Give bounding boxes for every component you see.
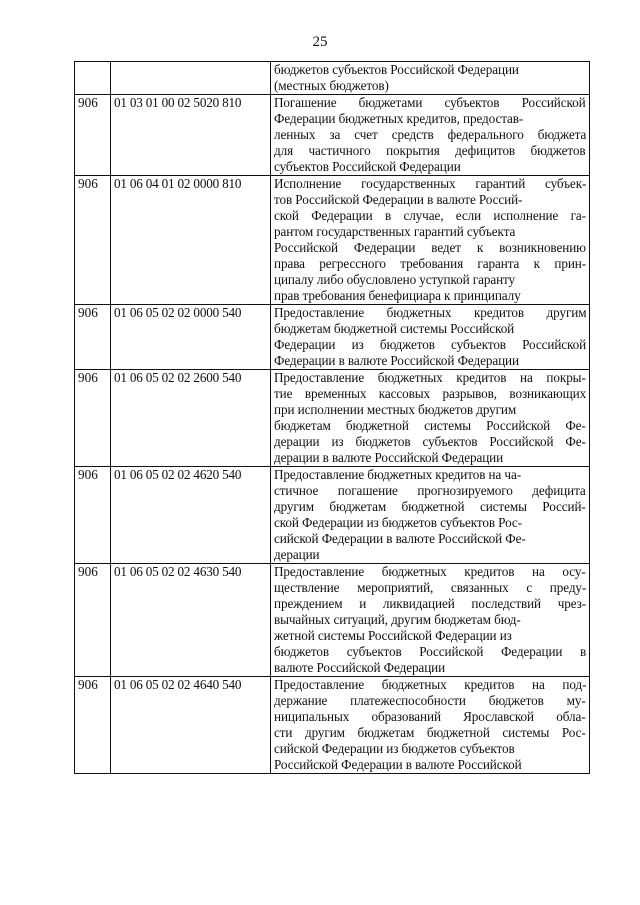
table-row xyxy=(75,564,590,677)
admin-code-cell: 906 xyxy=(75,305,111,370)
admin-code-cell: 906 xyxy=(75,95,111,176)
description-line: Федерации из бюджетов субъектов Российской xyxy=(274,337,586,352)
classification-code-cell: 01 06 05 02 02 4630 540 xyxy=(111,564,271,677)
admin-code-cell: 906 xyxy=(75,176,111,305)
description-line: при исполнении местных бюджетов другим xyxy=(274,402,517,417)
classification-code-cell xyxy=(111,62,271,95)
description-line: ской Федерации в случае, если исполнение га- xyxy=(274,208,586,223)
description-cell xyxy=(271,305,590,370)
description-cell xyxy=(271,564,590,677)
description-cell xyxy=(271,176,590,305)
admin-code-cell xyxy=(75,62,111,95)
description-cell xyxy=(271,677,590,774)
description-line: другим бюджетам бюджетной системы Россий- xyxy=(274,499,586,514)
table-row xyxy=(75,305,590,370)
description-line: ципалу либо обусловлено уступкой гаранту xyxy=(274,272,516,287)
table-row xyxy=(75,677,590,774)
table-row xyxy=(75,176,590,305)
description-line: Исполнение государственных гарантий субъек- xyxy=(274,176,586,191)
classification-code-cell: 01 03 01 00 02 5020 810 xyxy=(111,95,271,176)
description-line: для частичного покрытия дефицитов бюджетов xyxy=(274,143,586,158)
admin-code-cell: 906 xyxy=(75,564,111,677)
description-line: бюджетам бюджетной системы Российской Фе- xyxy=(274,418,586,433)
description-line: Российской Федерации ведет к возникновению xyxy=(274,240,586,255)
description-line: сти другим бюджетам бюджетной системы Рос- xyxy=(274,725,586,740)
description-line: бюджетов субъектов Российской Федерации xyxy=(274,62,519,77)
admin-code-cell: 906 xyxy=(75,467,111,564)
admin-code-cell: 906 xyxy=(75,677,111,774)
description-line: ленных за счет средств федерального бюджета xyxy=(274,127,586,142)
description-cell xyxy=(271,95,590,176)
admin-code-cell: 906 xyxy=(75,370,111,467)
description-line: сийской Федерации из бюджетов субъектов xyxy=(274,741,515,756)
description-line: дерации xyxy=(274,547,320,562)
description-line: вычайных ситуаций, другим бюджетам бюд- xyxy=(274,612,521,627)
description-cell xyxy=(271,62,590,95)
description-line: права регрессного требования гаранта к прин- xyxy=(274,256,586,271)
table-row xyxy=(75,62,590,95)
classification-code-cell: 01 06 04 01 02 0000 810 xyxy=(111,176,271,305)
description-line: рантом государственных гарантий субъекта xyxy=(274,224,516,239)
description-line: бюджетам бюджетной системы Российской xyxy=(274,321,515,336)
table-body xyxy=(75,62,590,774)
description-line: ской Федерации из бюджетов субъектов Рос- xyxy=(274,515,522,530)
classification-code-cell: 01 06 05 02 02 0000 540 xyxy=(111,305,271,370)
description-line: держание платежеспособности бюджетов му- xyxy=(274,693,586,708)
description-line: Предоставление бюджетных кредитов другим xyxy=(274,305,586,320)
description-line: прав требования бенефициара к принципалу xyxy=(274,288,521,303)
description-line: Предоставление бюджетных кредитов на покры- xyxy=(274,370,586,385)
description-line: тие временных кассовых разрывов, возникающих xyxy=(274,386,586,401)
budget-classification-table xyxy=(74,61,590,774)
description-cell xyxy=(271,370,590,467)
description-line: Предоставление бюджетных кредитов на под- xyxy=(274,677,586,692)
description-line: Федерации бюджетных кредитов, предостав- xyxy=(274,111,524,126)
description-line: преждением и ликвидацией последствий чрез- xyxy=(274,596,586,611)
description-line: сийской Федерации в валюте Российской Фе- xyxy=(274,531,526,546)
classification-code-cell: 01 06 05 02 02 4620 540 xyxy=(111,467,271,564)
description-line: тов Российской Федерации в валюте Россий- xyxy=(274,192,523,207)
table-row xyxy=(75,467,590,564)
description-line: Российской Федерации в валюте Российской xyxy=(274,757,522,772)
description-line: жетной системы Российской Федерации из xyxy=(274,628,512,643)
description-line: дерации в валюте Российской Федерации xyxy=(274,450,504,465)
description-line: Погашение бюджетами субъектов Российской xyxy=(274,95,586,110)
description-cell xyxy=(271,467,590,564)
description-line: бюджетов субъектов Российской Федерации в xyxy=(274,644,586,659)
description-line: стичное погашение прогнозируемого дефицита xyxy=(274,483,586,498)
page-number: 25 xyxy=(312,34,328,50)
description-line: субъектов Российской Федерации xyxy=(274,159,461,174)
description-line: Предоставление бюджетных кредитов на ча- xyxy=(274,467,522,482)
classification-code-cell: 01 06 05 02 02 4640 540 xyxy=(111,677,271,774)
table-row xyxy=(75,370,590,467)
description-line: ществление мероприятий, связанных с преду- xyxy=(274,580,586,595)
table-row xyxy=(75,95,590,176)
description-line: ниципальных образований Ярославской обла- xyxy=(274,709,586,724)
classification-code-cell: 01 06 05 02 02 2600 540 xyxy=(111,370,271,467)
description-line: Федерации в валюте Российской Федерации xyxy=(274,353,519,368)
description-line: валюте Российской Федерации xyxy=(274,660,446,675)
description-line: дерации из бюджетов субъектов Российской Фе- xyxy=(274,434,586,449)
description-line: (местных бюджетов) xyxy=(274,78,389,93)
description-line: Предоставление бюджетных кредитов на осу- xyxy=(274,564,586,579)
